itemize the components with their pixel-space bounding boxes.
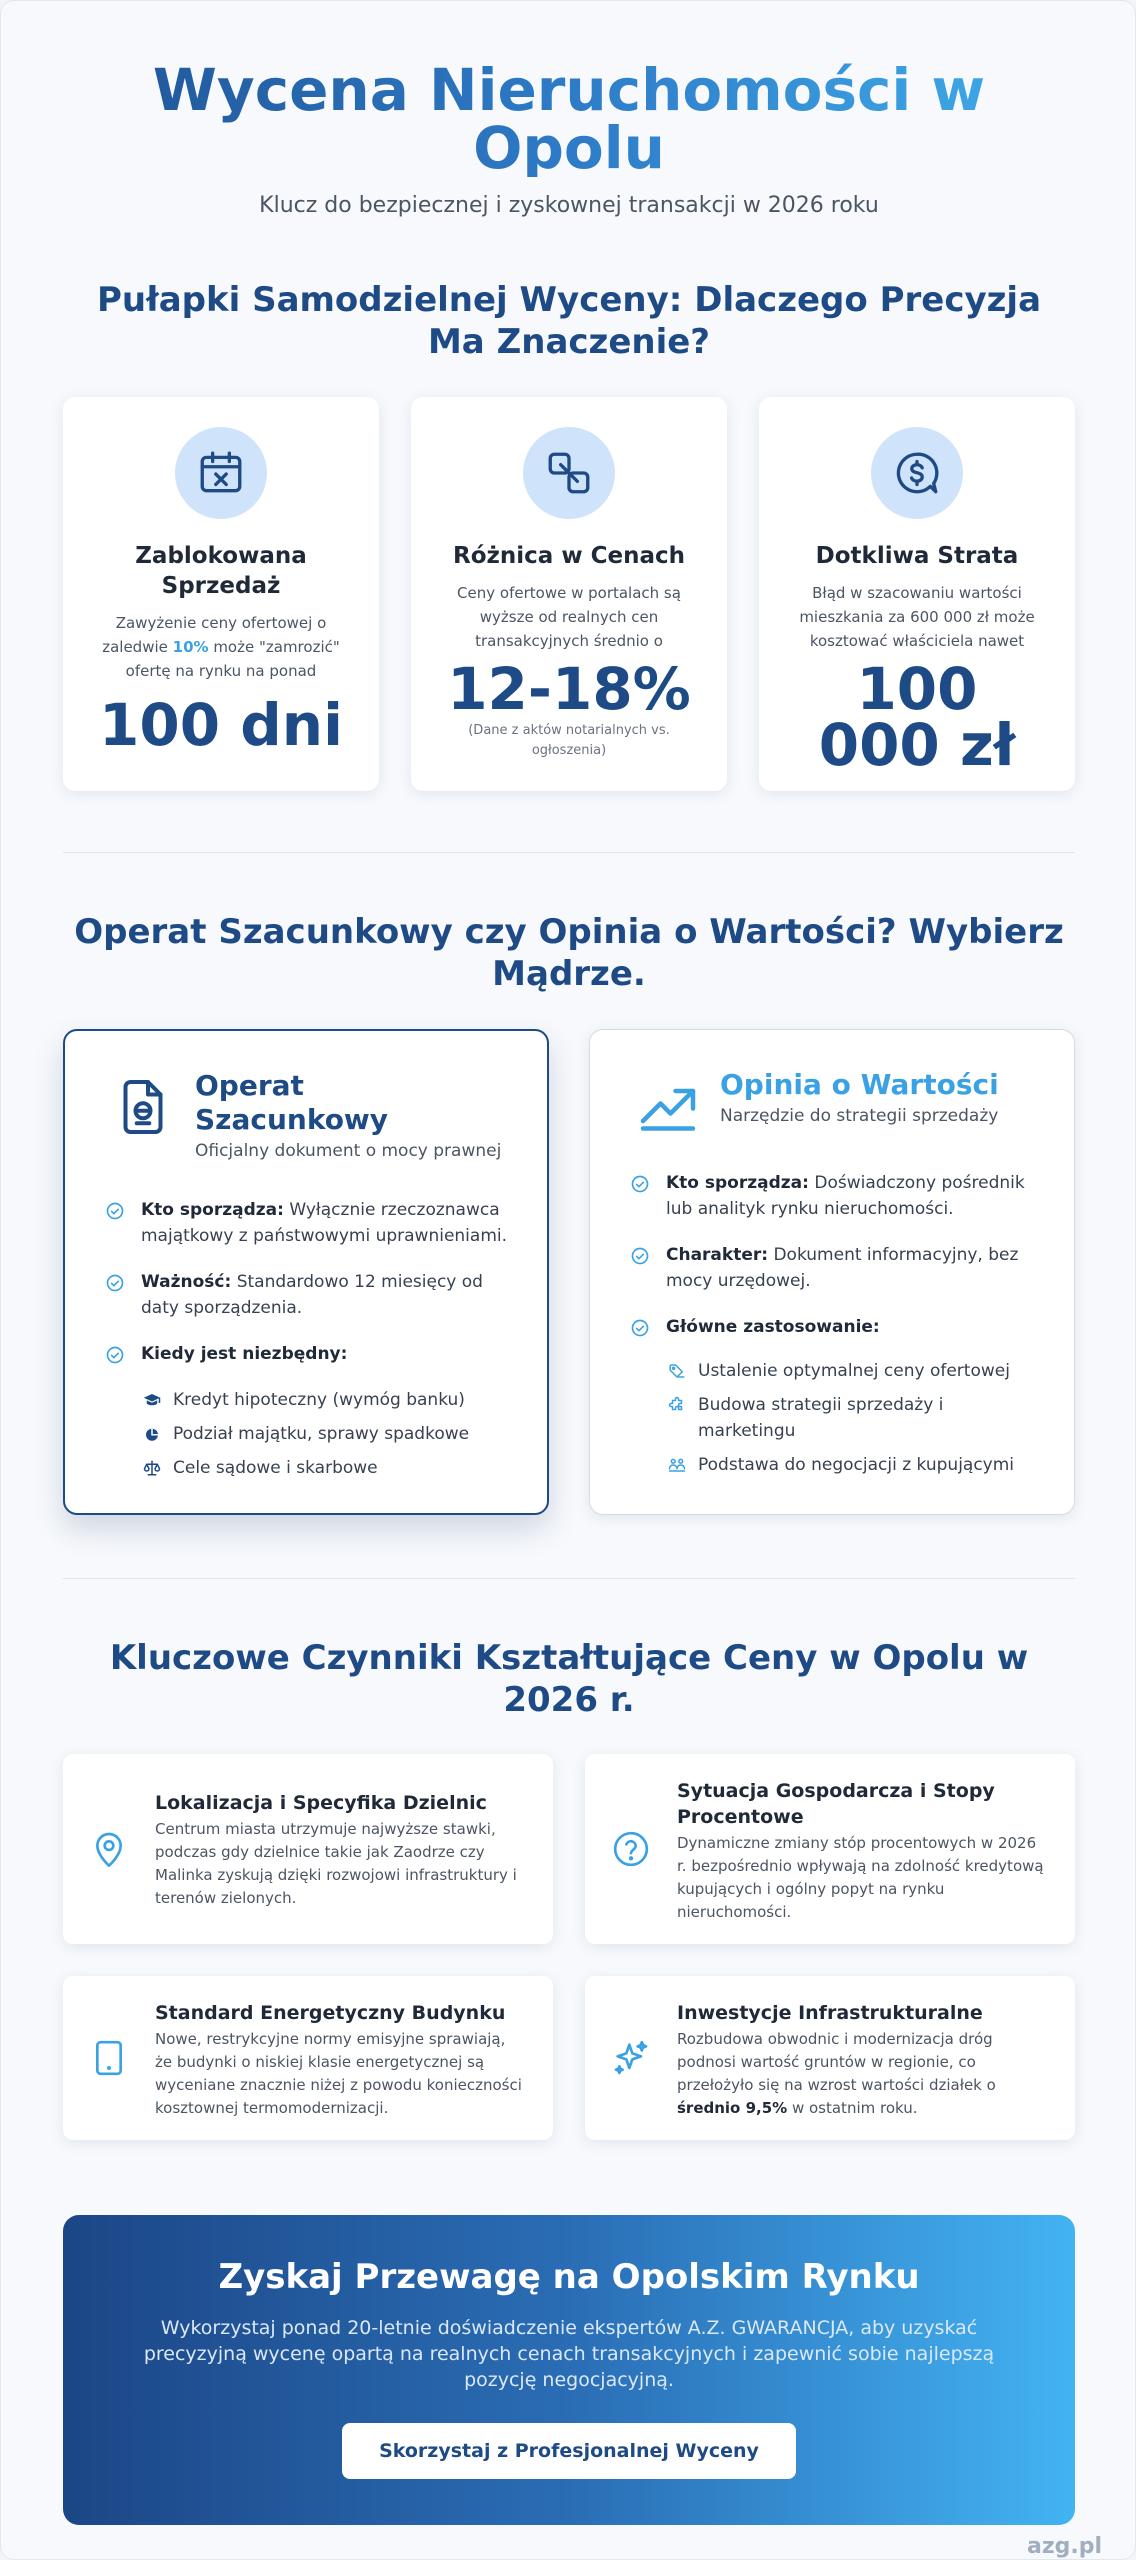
check-circle-icon [630, 1318, 650, 1338]
dollar-chat-icon [871, 427, 963, 519]
stat-title: Zablokowana Sprzedaż [135, 543, 307, 599]
factor-card-infrastructure [585, 1976, 1075, 2140]
map-pin-icon [89, 1829, 129, 1869]
check-circle-icon [105, 1273, 125, 1293]
stat-title: Dotkliwa Strata [815, 543, 1019, 569]
operat-use-court: Cele sądowe i skarbowe [143, 1455, 517, 1481]
operat-title: Operat Szacunkowy [195, 1069, 389, 1136]
question-circle-icon [611, 1829, 651, 1869]
opinia-card [589, 1029, 1075, 1515]
stat-value: 100 000 zł [818, 655, 1016, 779]
stat-card-price-difference [411, 397, 727, 791]
graduation-cap-icon [143, 1391, 161, 1409]
operat-item-who: Kto sporządza: Wyłącznie rzeczoznawca majątkowy z państwowymi uprawnieniami. [103, 1197, 517, 1249]
cta-banner [63, 2215, 1075, 2525]
stat-desc: Błąd w szacowaniu wartości mieszkania za 600 000 zł może kosztować właściciela nawet [799, 584, 1035, 650]
operat-subtitle: Oficjalny dokument o mocy prawnej [195, 1141, 502, 1161]
divider [63, 1578, 1075, 1579]
cta-button[interactable]: Skorzystaj z Profesjonalnej Wyceny [342, 2423, 796, 2479]
document-seal-icon [113, 1077, 173, 1137]
factor-desc: Nowe, restrykcyjne normy emisyjne sprawiają, że budynki o niskiej klasie energetycznej są wyceniane znacznie niżej z powodu konieczności kosztownej termomodernizacji. [155, 2030, 522, 2117]
hero-title: Wycena Nieruchomości w Opolu [1, 61, 1136, 177]
operat-use-division: Podział majątku, sprawy spadkowe [143, 1421, 517, 1447]
stat-value: 12-18% [447, 655, 691, 723]
stat-card-loss [759, 397, 1075, 791]
check-circle-icon [105, 1201, 125, 1221]
opinia-use-negotiation: Podstawa do negocjacji z kupującymi [668, 1452, 1044, 1478]
price-tag-icon [668, 1362, 686, 1380]
factor-card-location [63, 1754, 553, 1944]
hero-subtitle: Klucz do bezpiecznej i zyskownej transakcji w 2026 roku [259, 193, 879, 218]
split-circle-icon [143, 1425, 161, 1443]
factor-title: Sytuacja Gospodarcza i Stopy Procentowe [677, 1780, 995, 1828]
factor-title: Inwestycje Infrastrukturalne [677, 2002, 983, 2024]
divider [63, 852, 1075, 853]
opinia-item-use: Główne zastosowanie: [628, 1314, 1044, 1340]
handshake-icon [668, 1456, 686, 1474]
stat-card-blocked-sale [63, 397, 379, 791]
factor-card-energy [63, 1976, 553, 2140]
factor-card-economy [585, 1754, 1075, 1944]
operat-item-when: Kiedy jest niezbędny: [103, 1341, 517, 1367]
check-circle-icon [630, 1246, 650, 1266]
opinia-item-who: Kto sporządza: Doświadczony pośrednik lub analityk rynku nieruchomości. [628, 1170, 1044, 1222]
trending-up-icon [638, 1076, 698, 1136]
stat-note: (Dane z aktów notarialnych vs. ogłoszenia) [468, 723, 670, 758]
opinia-item-character: Charakter: Dokument informacyjny, bez mocy urzędowej. [628, 1242, 1044, 1294]
brand-logo: azg.pl [1027, 2534, 1103, 2559]
factor-title: Lokalizacja i Specyfika Dzielnic [155, 1792, 487, 1814]
factor-desc: Dynamiczne zmiany stóp procentowych w 2026 r. bezpośrednio wpływają na zdolność kredytową kupujących i ogólny popyt na rynku nieruchomości. [677, 1834, 1044, 1921]
opinia-use-price: Ustalenie optymalnej ceny ofertowej [668, 1358, 1044, 1384]
operat-item-validity: Ważność: Standardowo 12 miesięcy od daty sporządzenia. [103, 1269, 517, 1321]
cta-desc: Wykorzystaj ponad 20-letnie doświadczenie ekspertów A.Z. GWARANCJA, aby uzyskać precyzyjną wycenę opartą na realnych cenach transakcyjnych i zapewnić sobie najlepszą pozycję negocjacyjną. [143, 2317, 995, 2391]
stat-desc: Zawyżenie ceny ofertowej o zaledwie 10% może "zamrozić" ofertę na rynku na ponad [102, 614, 340, 680]
factor-title: Standard Energetyczny Budynku [155, 2002, 506, 2024]
operat-use-mortgage: Kredyt hipoteczny (wymóg banku) [143, 1387, 517, 1413]
puzzle-icon [668, 1396, 686, 1414]
sparkles-icon [611, 2038, 651, 2078]
check-circle-icon [630, 1174, 650, 1194]
factors-title: Kluczowe Czynniki Kształtujące Ceny w Opolu w 2026 r. [109, 1638, 1029, 1720]
opinia-use-strategy: Budowa strategii sprzedaży i marketingu [668, 1392, 1044, 1444]
tablet-icon [89, 2038, 129, 2078]
opinia-title: Opinia o Wartości [720, 1068, 999, 1101]
operat-card [63, 1029, 549, 1515]
stat-title: Różnica w Cenach [453, 543, 685, 569]
factor-desc: Rozbudowa obwodnic i modernizacja dróg podnosi wartość gruntów w regionie, co przełożyło się na wzrost wartości działek o średnio 9,5% w ostatnim roku. [677, 2030, 996, 2117]
calendar-x-icon [175, 427, 267, 519]
stat-value: 100 dni [99, 691, 343, 759]
factor-desc: Centrum miasta utrzymuje najwyższe stawki, podczas gdy dzielnice takie jak Zaodrze czy Malinka zyskują dzięki rozwojowi infrastruktury i terenów zielonych. [155, 1820, 517, 1907]
stat-desc: Ceny ofertowe w portalach są wyższe od realnych cen transakcyjnych średnio o [457, 584, 681, 650]
comparison-title: Operat Szacunkowy czy Opinia o Wartości? Wybierz Mądrze. [74, 912, 1064, 994]
opinia-subtitle: Narzędzie do strategii sprzedaży [720, 1106, 999, 1126]
check-circle-icon [105, 1345, 125, 1365]
cta-title: Zyskaj Przewagę na Opolskim Rynku [218, 2257, 920, 2297]
scales-icon [143, 1459, 161, 1477]
compare-arrows-icon [523, 427, 615, 519]
pitfalls-title: Pułapki Samodzielnej Wyceny: Dlaczego Precyzja Ma Znaczenie? [96, 280, 1042, 362]
